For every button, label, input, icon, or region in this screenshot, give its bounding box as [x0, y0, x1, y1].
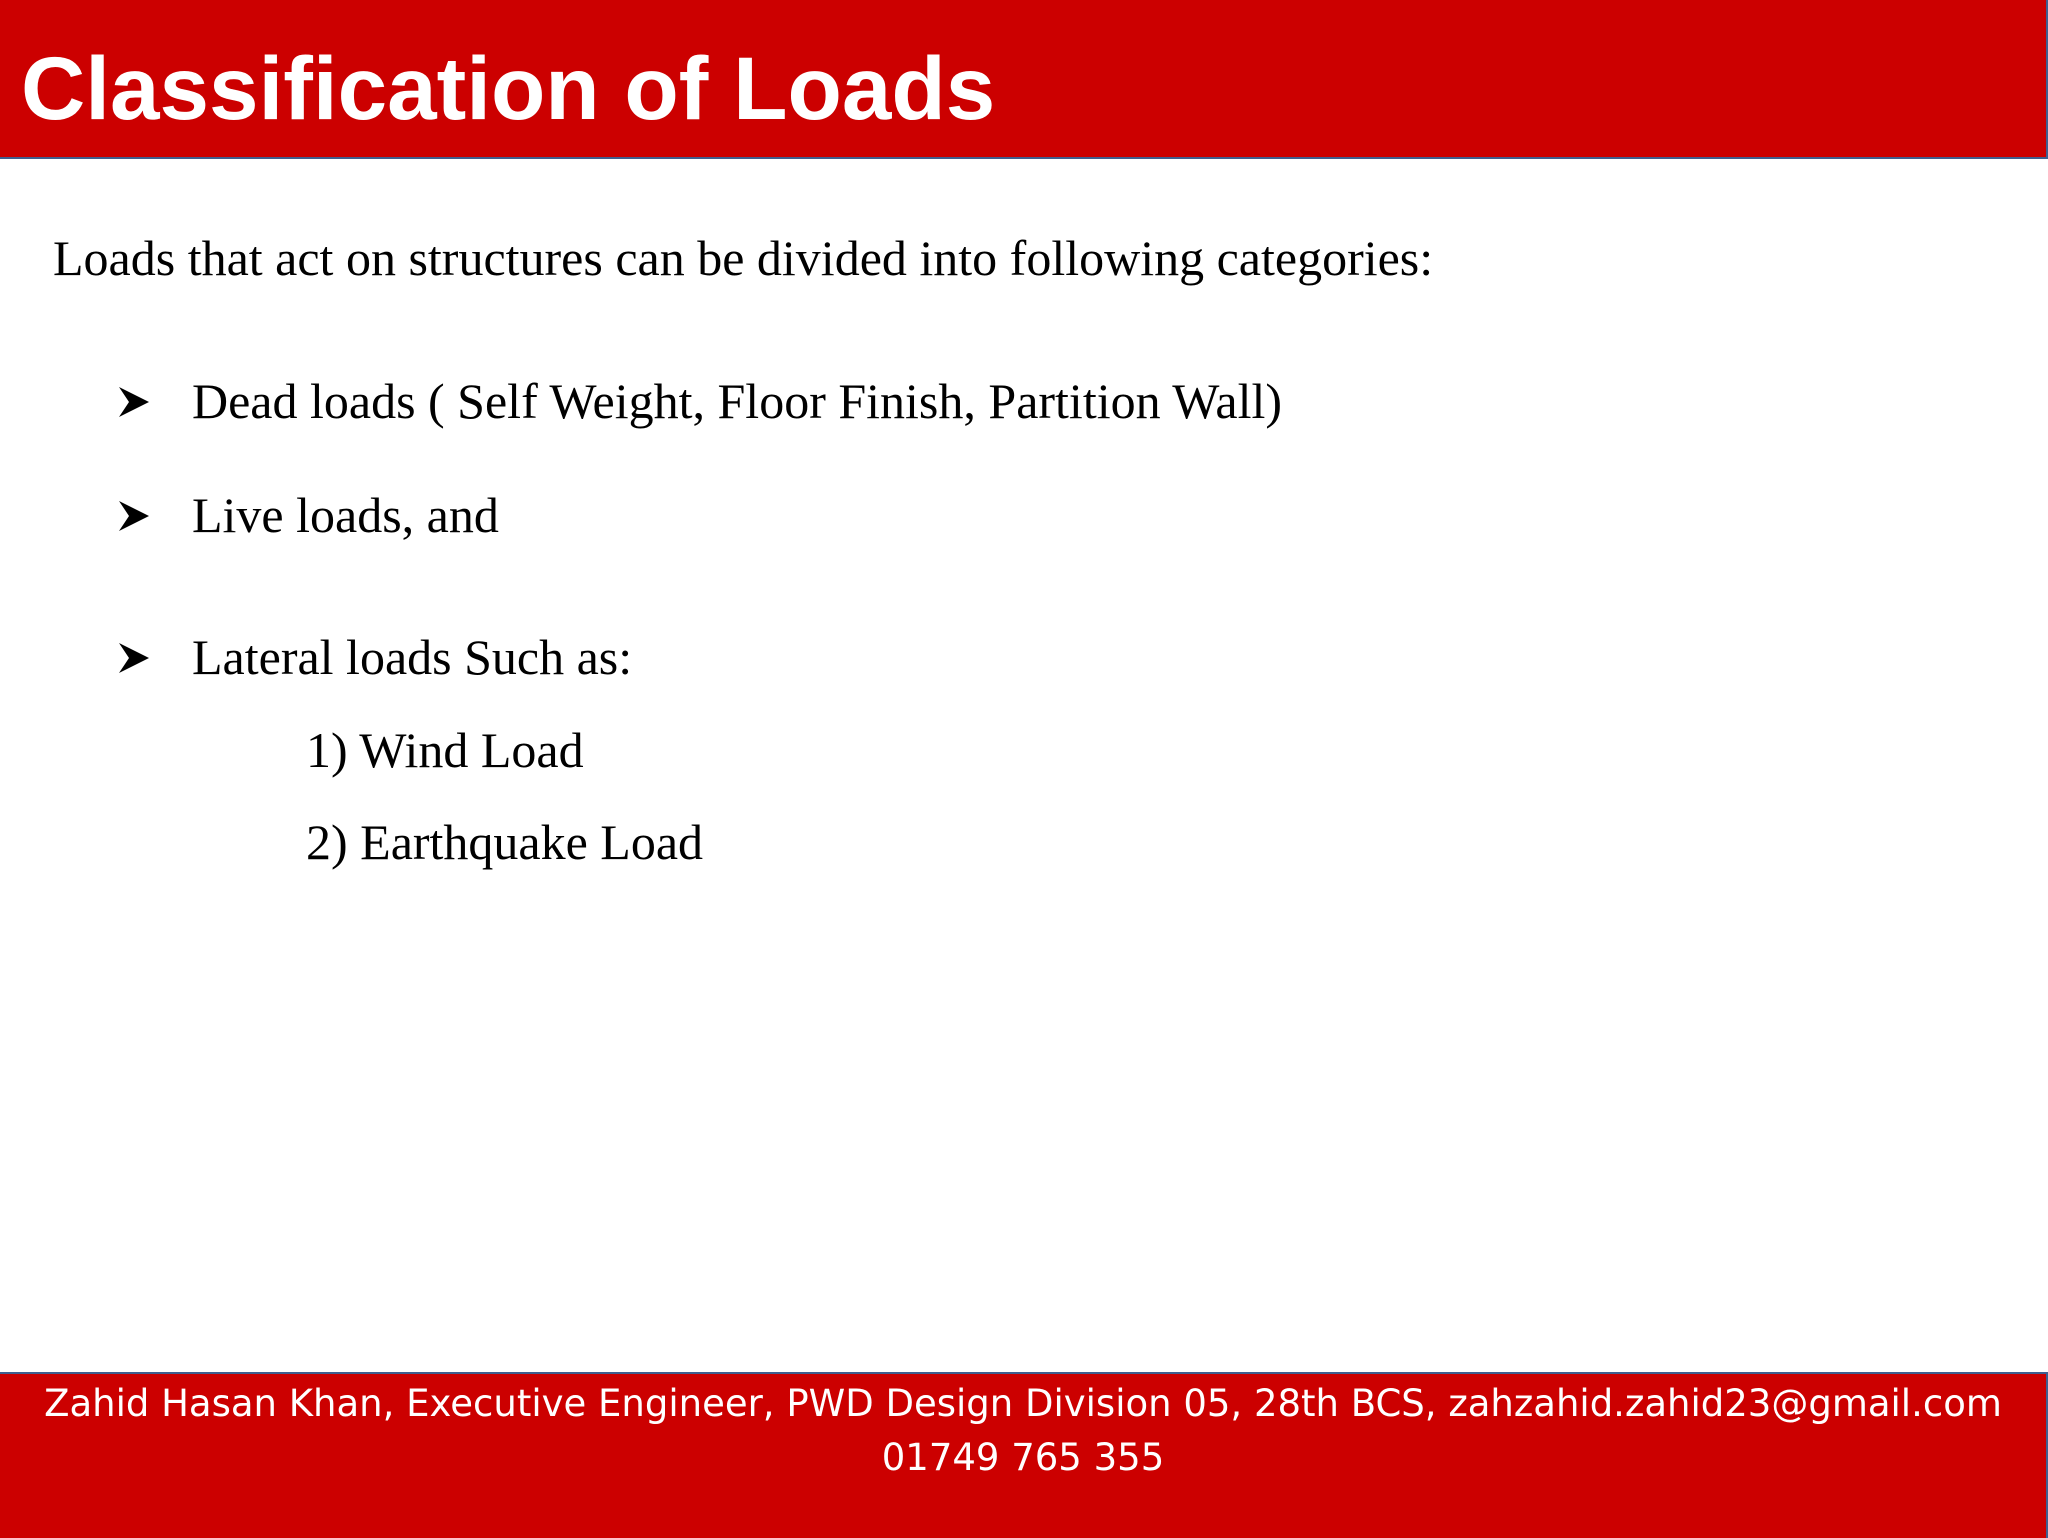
footer-banner — [0, 1372, 2048, 1538]
bullet-item-dead-loads — [0, 371, 1500, 431]
footer-author-line: Zahid Hasan Khan, Executive Engineer, PWD Design Division 05, 28th BCS, zahzahid.zahid23@gmail.com — [44, 1382, 2002, 1425]
bullet-label: Dead loads ( Self Weight, Floor Finish, Partition Wall) — [192, 373, 1283, 429]
arrow-bullet-icon — [117, 499, 151, 533]
title-banner — [0, 0, 2048, 159]
footer-phone-line: 01749 765 355 — [881, 1436, 1165, 1479]
bullet-item-live-loads — [0, 485, 1500, 545]
bullet-item-lateral-loads — [0, 627, 1500, 687]
bullet-label: Lateral loads Such as: — [192, 629, 633, 685]
arrow-bullet-icon — [117, 641, 151, 675]
slide-title: Classification of Loads — [21, 38, 996, 138]
arrow-bullet-icon — [117, 385, 151, 419]
intro-text: Loads that act on structures can be divided into following categories: — [53, 230, 1434, 286]
sub-item-wind-load: 1) Wind Load — [306, 722, 584, 778]
sub-item-earthquake-load: 2) Earthquake Load — [306, 814, 704, 870]
bullet-label: Live loads, and — [192, 487, 499, 543]
